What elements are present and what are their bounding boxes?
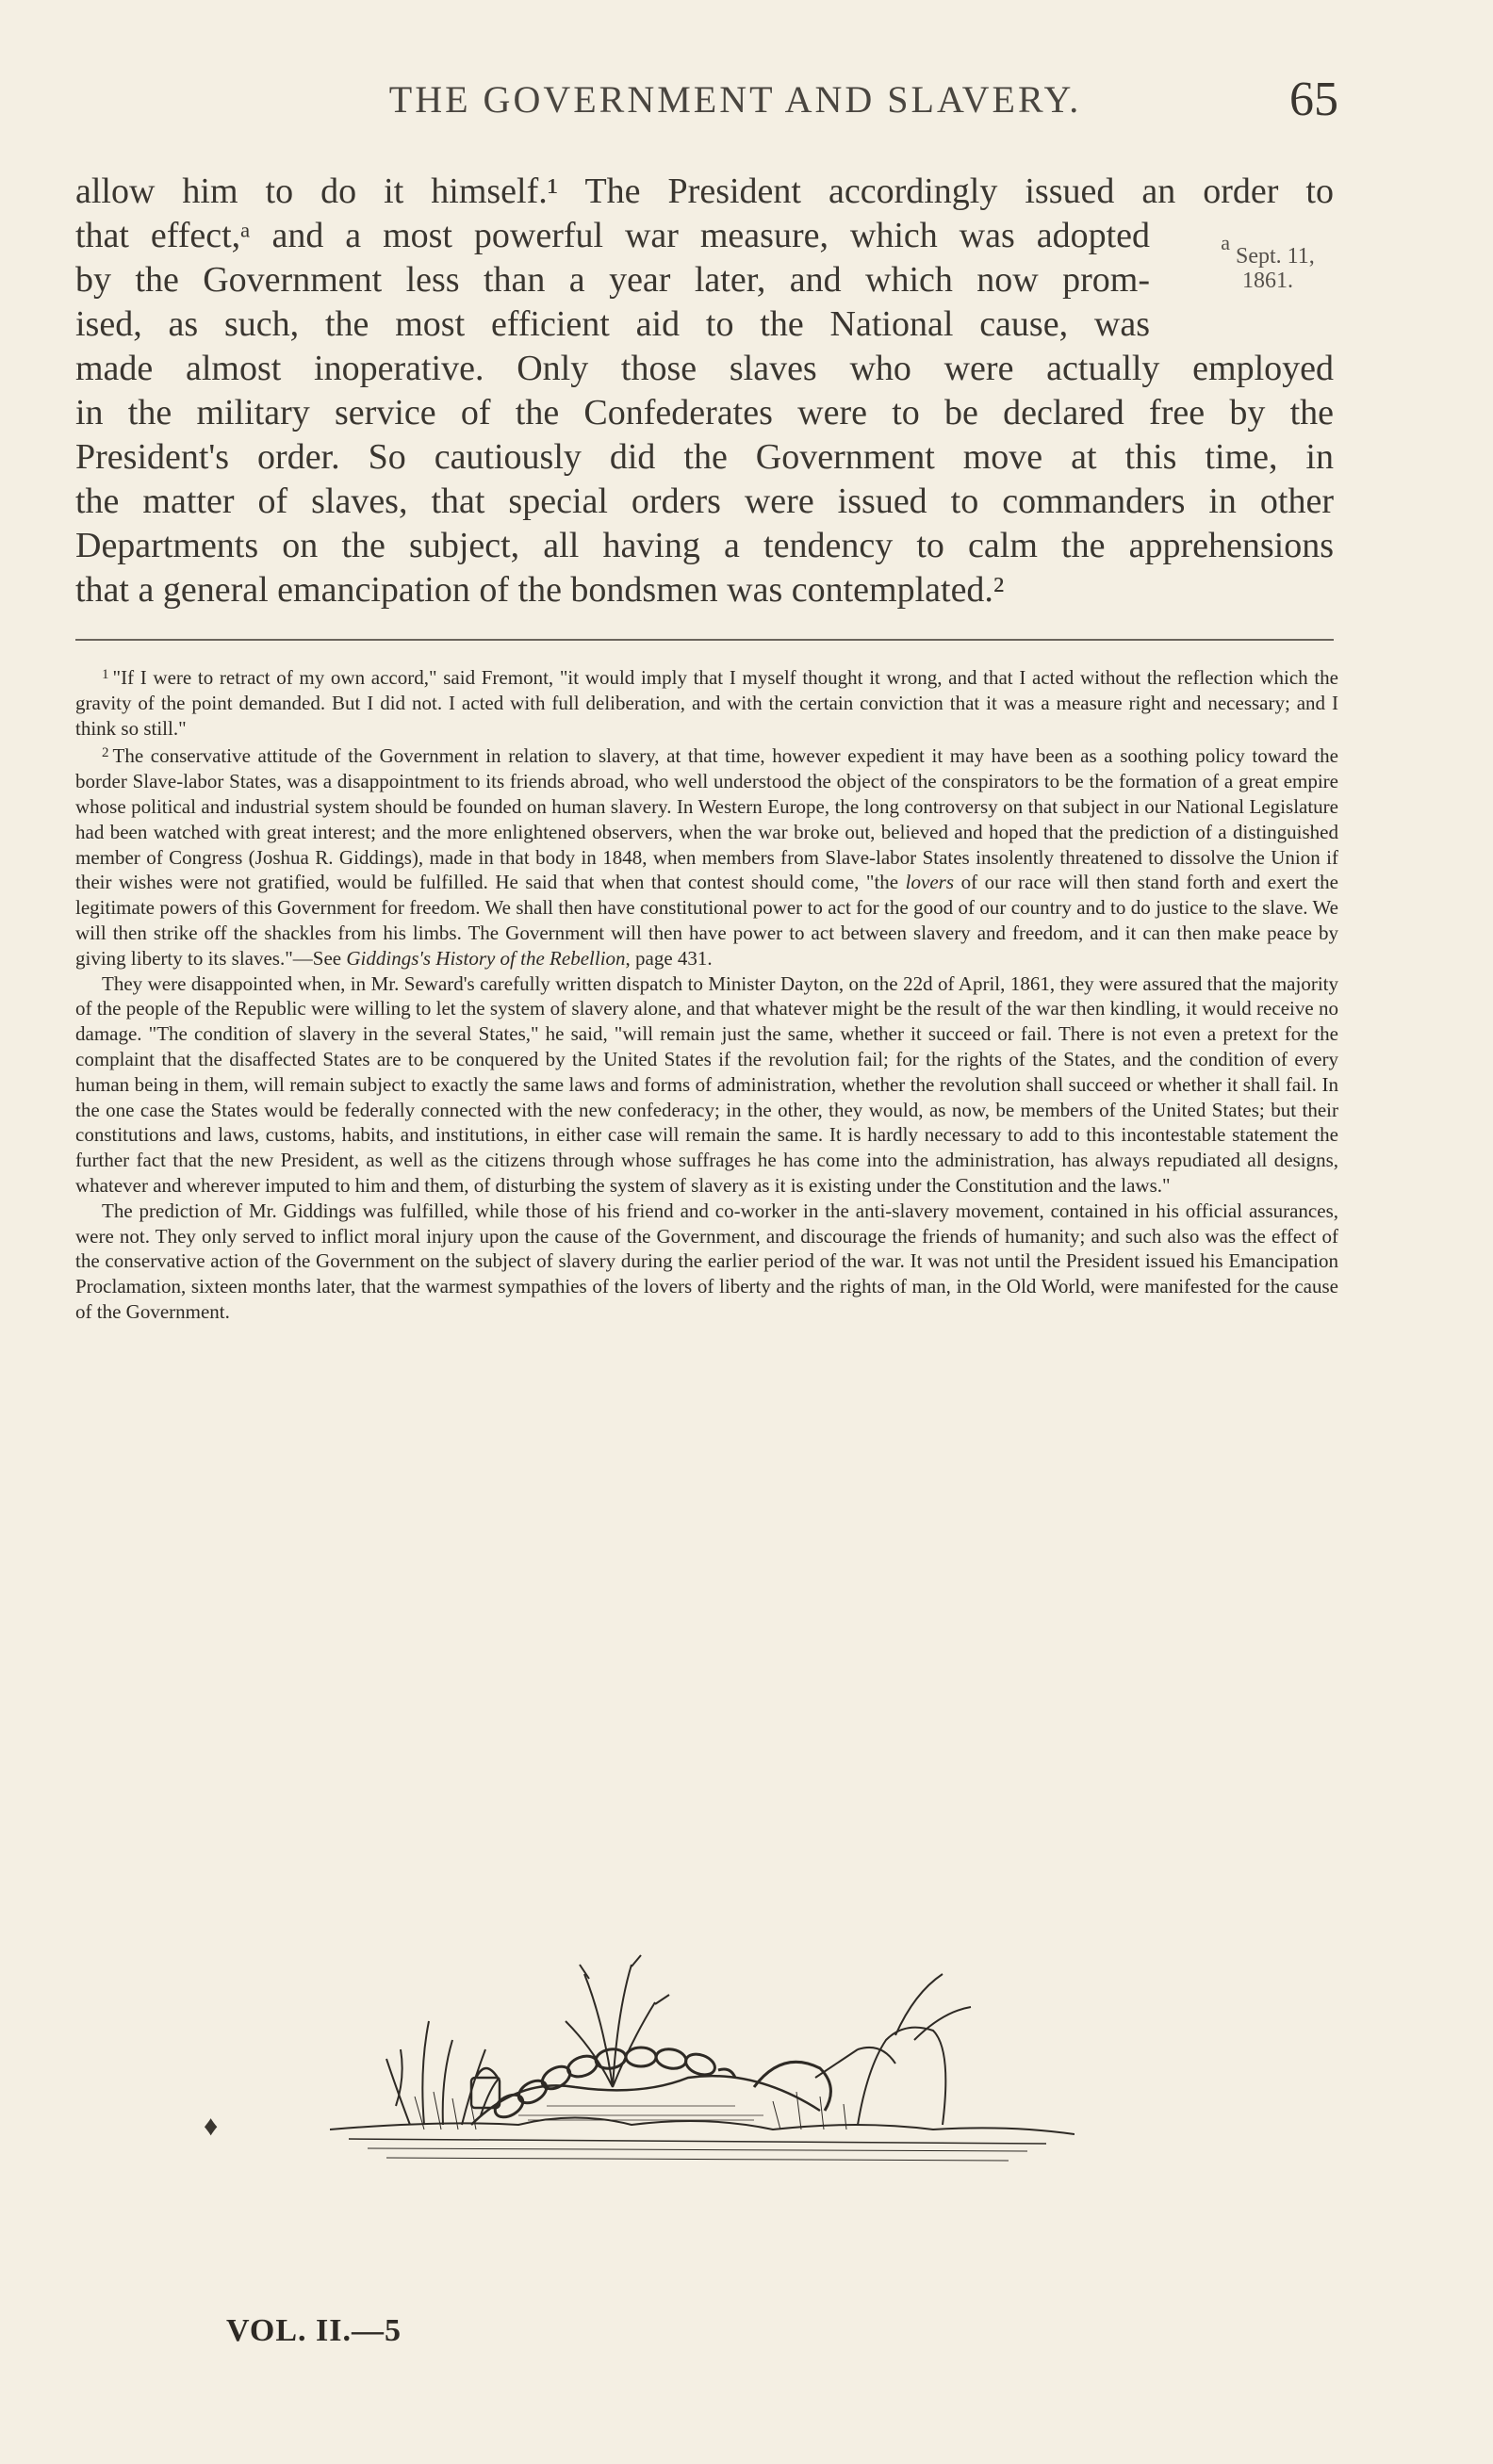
- footnote-text: , page 431.: [625, 946, 713, 970]
- margin-note-marker: a: [1221, 231, 1230, 254]
- signature-mark: VOL. II.—5: [226, 2313, 402, 2348]
- margin-note: [1188, 231, 1348, 293]
- footnotes: [75, 662, 1338, 1325]
- footnote-2: [75, 741, 1338, 971]
- broken-chain-vignette-icon: [330, 1936, 1075, 2191]
- footnote-text: "If I were to retract of my own accord," said Fremont, "it would imply that I myself thought it wrong, and that I acted without the reflection which the gravity of the point demanded. But I did not. I acted with full deliberation, and with the certain conviction that it was a measure right and necessary; and I think so still.": [75, 666, 1338, 740]
- running-head-title: THE GOVERNMENT AND SLAVERY.: [388, 78, 1082, 121]
- fleuron-icon: ♦: [204, 2111, 219, 2142]
- main-line: the matter of slaves, that special orders were issued to commanders in other: [75, 481, 1334, 521]
- footnote-text: The conservative attitude of the Government in relation to slavery, at that time, however expedient it may have been as a soothing policy toward the border Slave-labor States, was a disappointment to its friends abroad, who well understood the object of the conspirators to be the formation of a great empire whose political and industrial system should be founded on human slavery. In Western Europe, the long controversy on that subject in our National Legislature had been watched with great interest; and the more enlightened observers, when the war broke out, believed and hoped that the prediction of a distinguished member of Congress (Joshua R. Giddings), made in that body in 1848, when members from Slave-labor States insolently threatened to dissolve the Union if their wishes were not gratified, would be fulfilled. He said that when that contest should come, "the: [75, 744, 1338, 894]
- margin-note-year: 1861.: [1242, 269, 1293, 293]
- footnote-2-paragraph: They were disappointed when, in Mr. Seward's carefully written dispatch to Minister Dayton, on the 22d of April, 1861, they were assured that the majority of the people of the Republic were willing to let the system of slavery alone, and that whatever might be the result of the war then kindling, it would receive no damage. "The condition of slavery in the several States," he said, "will remain just the same, whether it succeed or fail. There is not even a pretext for the complaint that the disaffected States are to be conquered by the United States if the revolution fail; for the rights of the States, and the condition of every human being in them, will remain subject to exactly the same laws and forms of administration, whether the revolution shall succeed or whether it shall fail. In the one case the States would be federally connected with the new confederacy; in the other, they would, as now, be members of the United States; but their constitutions and laws, customs, habits, and institutions, in either case will remain the same. It is hardly necessary to add to this incontestable statement the further fact that the new President, as well as the citizens through whose suffrages he has come into the administration, has always repudiated all designs, whatever and wherever imputed to him and them, of disturbing the system of slavery as it is existing under the Constitution and the laws.": [75, 971, 1338, 1197]
- footnote-2-paragraph: The prediction of Mr. Giddings was fulfilled, while those of his friend and co-worker in the anti-slavery movement, contained in his official assurances, were not. They only served to inflict moral injury upon the cause of the Government, and discourage the friends of humanity; and such also was the effect of the conservative action of the Government on the subject of slavery during the earlier period of the war. It was not until the President issued his Emancipation Proclamation, sixteen months later, that the warmest sympathies of the lovers of liberty and the rights of man, in the Old World, were manifested for the cause of the Government.: [75, 1199, 1338, 1323]
- main-line: by the Government less than a year later, and which now prom-: [75, 260, 1150, 300]
- footnote-number: 1: [102, 667, 109, 682]
- main-line: President's order. So cautiously did the Government move at this time, in: [75, 437, 1334, 477]
- main-line: that effect,ᵃ and a most powerful war measure, which was adopted: [75, 216, 1150, 255]
- citation-title: Giddings's History of the Rebellion: [346, 946, 626, 970]
- main-text: [75, 170, 1334, 612]
- main-line: allow him to do it himself.¹ The President accordingly issued an order to: [75, 171, 1334, 211]
- main-line: ised, as such, the most efficient aid to the National cause, was: [75, 304, 1150, 344]
- margin-note-date: Sept. 11,: [1235, 244, 1315, 269]
- footnote-rule: [75, 639, 1334, 641]
- main-line: Departments on the subject, all having a tendency to calm the apprehensions: [75, 526, 1334, 565]
- footnote-1: [75, 662, 1338, 741]
- footnote-number: 2: [102, 745, 109, 761]
- main-line: made almost inoperative. Only those slaves who were actually employed: [75, 349, 1334, 388]
- main-line: that a general emancipation of the bondsmen was contemplated.²: [75, 570, 1005, 610]
- footnote-emphasis: lovers: [905, 871, 954, 894]
- main-line: in the military service of the Confederates were to be declared free by the: [75, 393, 1334, 432]
- page-number: 65: [1289, 73, 1338, 126]
- footnote-text: of our race will then stand forth and exert the legitimate powers of this Government for freedom. We shall then have constitutional power to act for the good of our country and to do justice to the slave. We will then strike off the shackles from his limbs. The Government will then have power to act between slavery and freedom, and it can then make peace by giving liberty to its slaves."—See: [75, 871, 1338, 970]
- running-head: [75, 73, 1338, 134]
